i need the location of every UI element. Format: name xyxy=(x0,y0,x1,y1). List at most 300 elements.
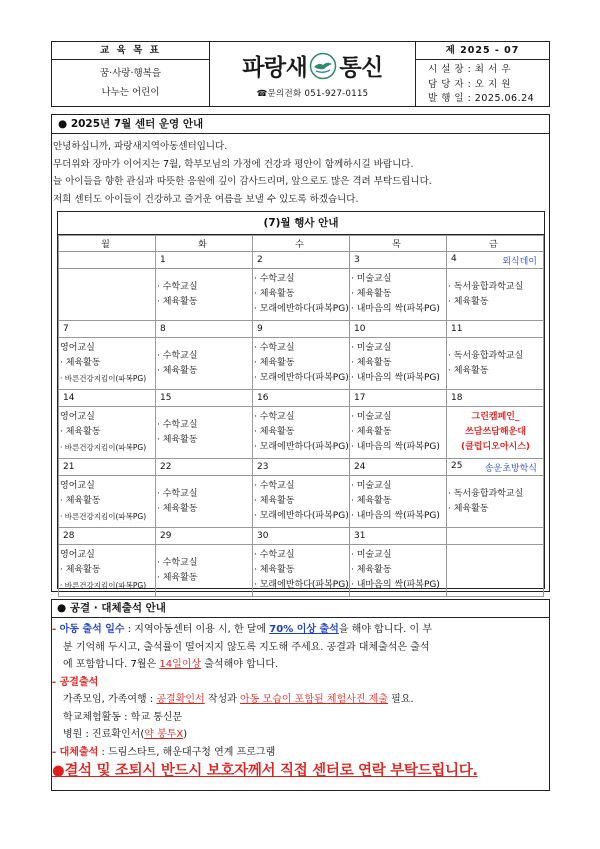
activity-bullet: · xyxy=(254,427,260,437)
date-number: 14 xyxy=(63,393,75,403)
activity-bullet: · xyxy=(351,358,357,368)
calendar-date-cell xyxy=(156,459,253,476)
calendar-activity-cell xyxy=(447,407,544,459)
date-number: 28 xyxy=(63,531,75,541)
education-goal-line1: 꿈·사랑·행복을 xyxy=(99,68,162,79)
photo-requirement: 아동 모습이 포함된 체험사진 제출 xyxy=(240,694,388,705)
activity-text: 체육활동 xyxy=(259,427,295,437)
activity-text: 수학교실 xyxy=(162,557,198,568)
activity-text: 수학교실 xyxy=(162,419,198,430)
activity-item xyxy=(157,349,252,364)
activity-bullet: · xyxy=(351,274,357,284)
activity-item xyxy=(254,509,349,524)
activity-text: 모래에반하다(파복PG) xyxy=(259,580,349,590)
date-number: 2 xyxy=(257,255,263,265)
activity-text: 바른건강지킴이(파복PG) xyxy=(64,581,147,590)
medicine-bag-note: 약 봉투X xyxy=(144,729,184,740)
activity-bullet: · xyxy=(254,496,260,506)
activity-item xyxy=(254,356,349,371)
activity-text: 체육활동 xyxy=(65,565,101,575)
excused-label: 공결출석 xyxy=(59,676,99,688)
brand-left-text: 파랑새 xyxy=(242,55,308,81)
hospital-rule xyxy=(52,726,549,744)
calendar-activity-row xyxy=(59,269,544,321)
activity-text: 수학교실 xyxy=(259,481,295,491)
hospital-text: ) xyxy=(183,729,188,740)
activity-bullet: · xyxy=(254,565,260,575)
activity-item xyxy=(60,410,155,425)
activity-bullet: · xyxy=(157,296,163,307)
activity-bullet: · xyxy=(351,343,357,353)
brand-box xyxy=(210,42,416,106)
calendar-activity-cell xyxy=(59,407,156,459)
activity-bullet: · xyxy=(351,289,357,299)
calendar-date-row xyxy=(59,528,544,545)
calendar-date-cell xyxy=(253,459,350,476)
activity-item xyxy=(351,302,446,317)
activity-text: 독서융합과학교실 xyxy=(453,488,524,499)
date-number: 25 xyxy=(451,460,463,471)
special-event xyxy=(448,410,543,425)
excuse-form: 공결확인서 xyxy=(156,694,205,705)
calendar-date-cell xyxy=(156,528,253,545)
activity-item xyxy=(60,425,155,440)
activity-bullet: · xyxy=(60,374,65,383)
activity-text: 미술교실 xyxy=(356,481,392,491)
activity-bullet: · xyxy=(351,412,357,422)
weekday-header: 월 xyxy=(59,236,156,252)
activity-text: 모래에반하다(파복PG) xyxy=(259,511,349,521)
activity-item xyxy=(254,494,349,509)
activity-text: 그린캠페인_ xyxy=(471,412,520,422)
calendar-date-cell xyxy=(156,390,253,407)
activity-bullet: · xyxy=(254,580,260,590)
activity-item xyxy=(60,509,155,524)
activity-text: 내마음의 싹(파복PG) xyxy=(356,442,440,452)
activity-item xyxy=(60,479,155,494)
activity-item xyxy=(351,272,446,287)
activity-item xyxy=(254,410,349,425)
activity-text: 미술교실 xyxy=(356,550,392,560)
activity-item xyxy=(254,371,349,386)
date-number: 8 xyxy=(160,324,166,334)
bullet-dash: - xyxy=(52,624,60,635)
manager-line: 담 당 자 : 오 지 원 xyxy=(428,78,511,90)
calendar-date-row xyxy=(59,321,544,338)
date-number: 4 xyxy=(451,253,457,264)
family-text: 가족모임, 가족여행 : xyxy=(63,694,157,705)
activity-item xyxy=(254,563,349,578)
activity-text: 미술교실 xyxy=(356,412,392,422)
activity-item xyxy=(351,548,446,563)
activity-item xyxy=(157,556,252,571)
activity-item xyxy=(351,440,446,455)
activity-text: 영어교실 xyxy=(60,481,95,491)
calendar-activity-cell xyxy=(156,476,253,528)
activity-text: 체육활동 xyxy=(453,365,489,376)
excused-heading xyxy=(52,674,549,692)
special-event xyxy=(448,440,543,455)
calendar-date-cell xyxy=(156,252,253,269)
activity-item xyxy=(157,418,252,433)
calendar-activity-cell xyxy=(156,269,253,321)
calendar-activity-cell xyxy=(447,338,544,390)
activity-text: 체육활동 xyxy=(65,358,101,368)
calendar-date-row xyxy=(59,459,544,476)
calendar-activity-cell xyxy=(447,476,544,528)
date-number: 21 xyxy=(63,462,75,472)
activity-item xyxy=(60,548,155,563)
calendar-date-cell xyxy=(59,390,156,407)
calendar-activity-cell xyxy=(350,407,447,459)
activity-text: 수학교실 xyxy=(259,343,295,353)
calendar-activity-cell xyxy=(253,476,350,528)
activity-text: 내마음의 싹(파복PG) xyxy=(356,373,440,383)
calendar-activity-cell xyxy=(253,407,350,459)
calendar-date-row xyxy=(59,252,544,269)
activity-bullet: · xyxy=(351,496,357,506)
date-number: 1 xyxy=(160,255,166,265)
activity-bullet: · xyxy=(157,434,163,445)
activity-item xyxy=(448,349,543,364)
activity-bullet: · xyxy=(448,350,454,361)
date-number: 24 xyxy=(354,462,366,472)
date-number: 22 xyxy=(160,462,172,472)
activity-bullet: · xyxy=(254,304,260,314)
weekday-header: 금 xyxy=(447,236,544,252)
calendar-activity-row xyxy=(59,407,544,459)
activity-text: 체육활동 xyxy=(356,565,392,575)
calendar-activity-cell xyxy=(447,545,544,597)
activity-bullet: · xyxy=(254,511,260,521)
activity-text: 체육활동 xyxy=(259,289,295,299)
activity-item xyxy=(351,341,446,356)
activity-item xyxy=(60,563,155,578)
newsletter-title xyxy=(242,49,383,82)
activity-bullet: · xyxy=(60,427,66,437)
date-number: 15 xyxy=(160,393,172,403)
activity-text: 수학교실 xyxy=(259,550,295,560)
activity-bullet: · xyxy=(60,565,66,575)
activity-item xyxy=(448,295,543,310)
calendar-date-cell xyxy=(350,528,447,545)
calendar-activity-cell xyxy=(350,269,447,321)
activity-text: 체육활동 xyxy=(356,496,392,506)
activity-bullet: · xyxy=(254,373,260,383)
activity-text: 체육활동 xyxy=(356,289,392,299)
activity-item xyxy=(351,287,446,302)
activity-text: 체육활동 xyxy=(162,296,198,307)
activity-bullet: · xyxy=(351,511,357,521)
activity-item xyxy=(254,440,349,455)
activity-item xyxy=(254,548,349,563)
family-rule xyxy=(52,691,549,709)
activity-text: 바른건강지킴이(파복PG) xyxy=(64,374,147,383)
activity-text: 체육활동 xyxy=(65,427,101,437)
calendar-date-cell xyxy=(253,321,350,338)
activity-text: 내마음의 싹(파복PG) xyxy=(356,304,440,314)
date-number: 3 xyxy=(354,255,360,265)
activity-text: 영어교실 xyxy=(60,343,95,353)
activity-text: 영어교실 xyxy=(60,550,95,560)
date-number: 10 xyxy=(354,324,366,334)
weekday-header: 목 xyxy=(350,236,447,252)
calendar-date-row xyxy=(59,390,544,407)
activity-text: 모래에반하다(파복PG) xyxy=(259,304,349,314)
activity-bullet: · xyxy=(351,580,357,590)
activity-text: 체육활동 xyxy=(356,427,392,437)
activity-text: 체육활동 xyxy=(162,434,198,445)
calendar-date-cell xyxy=(59,252,156,269)
activity-bullet: · xyxy=(157,419,163,430)
activity-text: 독서융합과학교실 xyxy=(453,350,524,361)
activity-text: 체육활동 xyxy=(162,572,198,583)
activity-item xyxy=(60,578,155,593)
activity-item xyxy=(448,487,543,502)
attendance-text: 출석해야 합니다. xyxy=(201,659,279,670)
weekday-header: 수 xyxy=(253,236,350,252)
activity-item xyxy=(351,563,446,578)
date-number: 30 xyxy=(257,531,269,541)
calendar-date-cell xyxy=(253,528,350,545)
calendar-grid xyxy=(58,235,544,597)
activity-item xyxy=(351,509,446,524)
calendar-activity-cell xyxy=(447,269,544,321)
calendar-activity-cell xyxy=(59,545,156,597)
intro-line: 늘 아이들을 향한 관심과 따뜻한 응원에 깊이 감사드리며, 앞으로도 많은 격려 부탁드립니다. xyxy=(53,176,432,187)
calendar-date-cell xyxy=(253,390,350,407)
activity-item xyxy=(60,371,155,386)
activity-text: 체육활동 xyxy=(453,503,489,514)
activity-bullet: · xyxy=(60,358,66,368)
calendar-activity-cell xyxy=(253,545,350,597)
activity-item xyxy=(254,341,349,356)
activity-text: 내마음의 싹(파복PG) xyxy=(356,580,440,590)
activity-bullet: · xyxy=(254,289,260,299)
calendar-activity-cell xyxy=(156,338,253,390)
activity-text: 내마음의 싹(파복PG) xyxy=(356,511,440,521)
date-number: 23 xyxy=(257,462,269,472)
family-text: 작성과 xyxy=(204,694,241,705)
substitute-text: : 드림스타트, 해운대구청 연계 프로그램 xyxy=(98,746,276,758)
activity-bullet: · xyxy=(157,488,163,499)
required-days: 14일이상 xyxy=(159,659,202,670)
activity-text: 미술교실 xyxy=(356,343,392,353)
activity-bullet: · xyxy=(157,572,163,583)
activity-item xyxy=(351,356,446,371)
activity-bullet: · xyxy=(60,512,65,521)
operation-notice-title: ● 2025년 7월 센터 운영 안내 xyxy=(52,115,549,134)
activity-text: 독서융합과학교실 xyxy=(453,281,524,292)
calendar-date-cell xyxy=(59,321,156,338)
operation-notice-section xyxy=(51,114,550,592)
activity-item xyxy=(254,302,349,317)
activity-bullet: · xyxy=(351,565,357,575)
founder-line: 시 설 장 : 최 서 우 xyxy=(428,64,511,75)
activity-text: 모래에반하다(파복PG) xyxy=(259,373,349,383)
activity-item xyxy=(60,440,155,455)
substitute-label: 대체출석 xyxy=(59,746,99,758)
education-goal-box xyxy=(52,42,210,106)
activity-text: 체육활동 xyxy=(356,358,392,368)
calendar-activity-row xyxy=(59,545,544,597)
activity-bullet: · xyxy=(254,412,260,422)
attendance-text: 을 해야 합니다. 이 부 xyxy=(338,624,433,635)
activity-item xyxy=(60,341,155,356)
activity-item xyxy=(448,364,543,379)
activity-text: 체육활동 xyxy=(453,296,489,307)
activity-bullet: · xyxy=(157,350,163,361)
activity-text: 쓰담쓰담해운대 xyxy=(465,427,526,437)
activity-text: 체육활동 xyxy=(259,496,295,506)
calendar-activity-cell xyxy=(156,545,253,597)
activity-bullet: · xyxy=(351,304,357,314)
attendance-notice-title: ● 공결 · 대체출석 안내 xyxy=(52,600,549,618)
calendar-date-cell xyxy=(350,390,447,407)
activity-item xyxy=(351,479,446,494)
school-rule: 학교체험활동 : 학교 통신문 xyxy=(63,711,183,723)
attendance-rule-line1 xyxy=(52,621,549,639)
activity-bullet: · xyxy=(448,281,454,292)
brand-right-text: 통신 xyxy=(339,55,383,81)
bluebird-logo-icon xyxy=(309,52,337,80)
attendance-rule-line2: 분 기억해 두시고, 출석률이 떨어지지 않도록 지도해 주세요. 공결과 대체출석은 출석 xyxy=(63,641,430,653)
date-event-label: 송운초방학식 xyxy=(484,463,537,474)
intro-line: 안녕하십니까, 파랑새지역아동센터입니다. xyxy=(53,141,228,152)
activity-text: 수학교실 xyxy=(259,412,295,422)
activity-text: 수학교실 xyxy=(162,488,198,499)
calendar-date-cell xyxy=(59,528,156,545)
calendar-activity-cell xyxy=(59,269,156,321)
date-number: 9 xyxy=(257,324,263,334)
issue-number: 제 2025 - 07 xyxy=(416,42,549,60)
activity-item xyxy=(351,578,446,593)
activity-bullet: · xyxy=(254,550,260,560)
event-calendar xyxy=(57,211,545,589)
activity-bullet: · xyxy=(157,503,163,514)
calendar-activity-cell xyxy=(350,545,447,597)
activity-item xyxy=(254,578,349,593)
bullet-dash: - xyxy=(52,746,60,758)
date-number: 17 xyxy=(354,393,366,403)
activity-bullet: · xyxy=(254,442,260,452)
date-number: 7 xyxy=(63,324,69,334)
activity-item xyxy=(157,433,252,448)
activity-bullet: · xyxy=(351,427,357,437)
calendar-date-cell xyxy=(350,459,447,476)
bullet-dash: - xyxy=(52,676,60,688)
activity-bullet: · xyxy=(448,503,454,514)
activity-item xyxy=(254,479,349,494)
activity-text: 체육활동 xyxy=(162,365,198,376)
activity-item xyxy=(254,272,349,287)
education-goal-line2: 나누는 어린이 xyxy=(101,87,160,98)
activity-text: 수학교실 xyxy=(162,350,198,361)
activity-bullet: · xyxy=(351,550,357,560)
calendar-activity-cell xyxy=(350,476,447,528)
activity-text: 영어교실 xyxy=(60,412,95,422)
activity-item xyxy=(254,425,349,440)
activity-item xyxy=(448,502,543,517)
activity-item xyxy=(157,364,252,379)
activity-text: 미술교실 xyxy=(356,274,392,284)
calendar-date-cell xyxy=(447,252,544,269)
date-number: 31 xyxy=(354,531,366,541)
activity-item xyxy=(351,410,446,425)
substitute-rule xyxy=(52,744,549,762)
activity-text: 바른건강지킴이(파복PG) xyxy=(64,443,147,452)
calendar-activity-cell xyxy=(156,407,253,459)
attendance-percent: 70% 이상 출석 xyxy=(269,624,339,635)
activity-text: 체육활동 xyxy=(259,565,295,575)
activity-item xyxy=(351,494,446,509)
attendance-rule-line3 xyxy=(52,656,549,674)
activity-bullet: · xyxy=(157,281,163,292)
activity-item xyxy=(60,494,155,509)
calendar-activity-cell xyxy=(59,476,156,528)
activity-item xyxy=(60,356,155,371)
activity-bullet: · xyxy=(448,296,454,307)
date-number: 11 xyxy=(451,324,463,334)
contact-phone: ☎문의전화 051-927-0115 xyxy=(256,89,369,99)
activity-text: 체육활동 xyxy=(65,496,101,506)
calendar-activity-cell xyxy=(253,269,350,321)
activity-bullet: · xyxy=(254,343,260,353)
special-event xyxy=(448,425,543,440)
activity-text: 수학교실 xyxy=(259,274,295,284)
activity-text: (클럽디오아시스) xyxy=(460,442,531,452)
date-number: 16 xyxy=(257,393,269,403)
activity-item xyxy=(157,571,252,586)
attendance-text: : 지역아동센터 이용 시, 한 달에 xyxy=(124,624,270,635)
intro-line: 무더위와 장마가 이어지는 7월, 학부모님의 가정에 건강과 평안이 함께하시길 바랍니다. xyxy=(53,158,414,170)
date-number: 18 xyxy=(451,393,463,403)
activity-item xyxy=(157,502,252,517)
calendar-date-cell xyxy=(59,459,156,476)
activity-bullet: · xyxy=(157,557,163,568)
calendar-date-cell xyxy=(447,321,544,338)
activity-bullet: · xyxy=(60,496,66,506)
calendar-date-cell xyxy=(156,321,253,338)
activity-bullet: · xyxy=(60,443,65,452)
education-goal-title: 교 육 목 표 xyxy=(52,42,209,60)
activity-bullet: · xyxy=(60,581,65,590)
activity-text: 체육활동 xyxy=(259,358,295,368)
activity-text: 체육활동 xyxy=(162,503,198,514)
calendar-date-cell xyxy=(253,252,350,269)
calendar-date-cell xyxy=(447,459,544,476)
intro-line: 저희 센터도 아이들이 건강하고 즐거운 여름을 보낼 수 있도록 하겠습니다. xyxy=(53,193,359,205)
attendance-text: 에 포함합니다. 7월은 xyxy=(63,659,160,670)
contact-notice: ●결석 및 조퇴시 반드시 보호자께서 직접 센터로 연락 부탁드립니다. xyxy=(52,763,478,779)
date-number: 29 xyxy=(160,531,172,541)
calendar-date-cell xyxy=(447,528,544,545)
publish-date: 발 행 일 : 2025.06.24 xyxy=(428,93,535,104)
weekday-header: 화 xyxy=(156,236,253,252)
attendance-label: 아동 출석 일수 xyxy=(59,624,125,635)
newsletter-header xyxy=(51,41,550,107)
activity-text: 수학교실 xyxy=(162,281,198,292)
activity-bullet: · xyxy=(157,365,163,376)
calendar-activity-cell xyxy=(59,338,156,390)
intro-text xyxy=(52,134,549,208)
hospital-text: 병원 : 진료확인서( xyxy=(63,729,145,740)
calendar-date-cell xyxy=(350,321,447,338)
activity-bullet: · xyxy=(351,442,357,452)
activity-bullet: · xyxy=(254,358,260,368)
activity-bullet: · xyxy=(448,488,454,499)
activity-item xyxy=(157,295,252,310)
